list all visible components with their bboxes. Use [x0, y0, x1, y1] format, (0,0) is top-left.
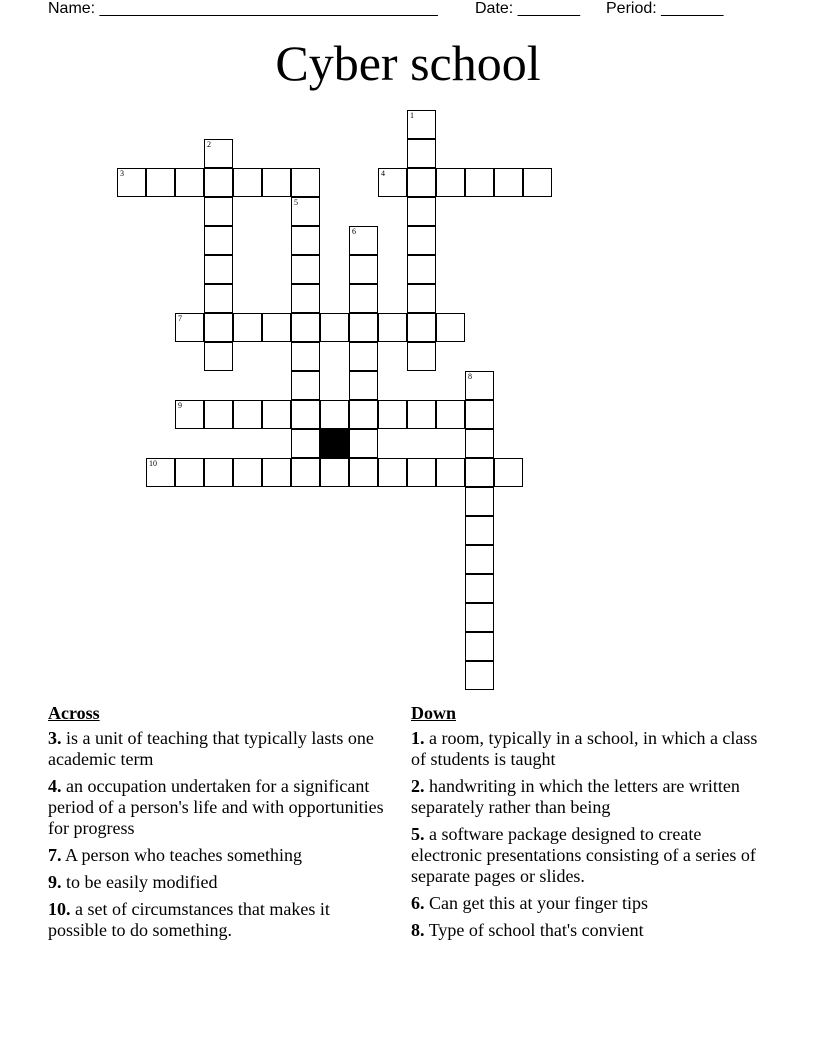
- crossword-cell[interactable]: [465, 516, 494, 545]
- crossword-cell[interactable]: [204, 400, 233, 429]
- crossword-cell[interactable]: [436, 400, 465, 429]
- down-clues: [411, 702, 771, 947]
- name-field[interactable]: Name: ______________________________________: [48, 0, 438, 17]
- cell-number: 10: [149, 459, 157, 468]
- clue-number: 3.: [48, 728, 62, 748]
- crossword-cell[interactable]: [204, 197, 233, 226]
- crossword-cell[interactable]: [291, 168, 320, 197]
- cell-number: 8: [468, 372, 472, 381]
- down-clue: [411, 920, 771, 941]
- crossword-cell[interactable]: [320, 400, 349, 429]
- crossword-cell[interactable]: [407, 342, 436, 371]
- crossword-cell[interactable]: [291, 255, 320, 284]
- crossword-cell[interactable]: [204, 313, 233, 342]
- crossword-cell[interactable]: [465, 400, 494, 429]
- across-clue: [48, 728, 393, 770]
- crossword-cell[interactable]: [407, 284, 436, 313]
- date-field[interactable]: Date: _______: [475, 0, 580, 17]
- crossword-cell[interactable]: [465, 371, 494, 400]
- clue-text: an occupation undertaken for a significant period of a person's life and with opportunities for progress: [48, 776, 384, 838]
- clue-text: Can get this at your finger tips: [429, 893, 648, 913]
- down-clue: [411, 824, 771, 887]
- crossword-cell[interactable]: [407, 458, 436, 487]
- cell-number: 3: [120, 169, 124, 178]
- cell-number: 4: [381, 169, 385, 178]
- crossword-cell[interactable]: [146, 458, 175, 487]
- crossword-cell[interactable]: [378, 400, 407, 429]
- clue-number: 1.: [411, 728, 425, 748]
- crossword-cell[interactable]: [291, 197, 320, 226]
- down-clue: [411, 776, 771, 818]
- crossword-cell[interactable]: [233, 313, 262, 342]
- crossword-cell[interactable]: [175, 168, 204, 197]
- crossword-cell[interactable]: [407, 168, 436, 197]
- across-clue: [48, 899, 393, 941]
- crossword-cell[interactable]: [407, 197, 436, 226]
- crossword-cell[interactable]: [407, 226, 436, 255]
- cell-number: 7: [178, 314, 182, 323]
- crossword-cell[interactable]: [465, 603, 494, 632]
- across-clues: [48, 702, 393, 947]
- down-clue: [411, 893, 771, 914]
- crossword-cell[interactable]: [291, 284, 320, 313]
- across-heading: Across: [48, 703, 100, 723]
- crossword-cell[interactable]: [465, 661, 494, 690]
- crossword-cell[interactable]: [436, 458, 465, 487]
- crossword-cell[interactable]: [494, 168, 523, 197]
- crossword-cell[interactable]: [233, 400, 262, 429]
- clue-number: 5.: [411, 824, 425, 844]
- crossword-cell[interactable]: [204, 255, 233, 284]
- clue-number: 10.: [48, 899, 71, 919]
- clue-number: 7.: [48, 845, 62, 865]
- clue-number: 9.: [48, 872, 62, 892]
- crossword-cell[interactable]: [349, 226, 378, 255]
- crossword-cell[interactable]: [175, 400, 204, 429]
- crossword-cell[interactable]: [436, 313, 465, 342]
- crossword-cell[interactable]: [204, 342, 233, 371]
- crossword-cell[interactable]: [407, 313, 436, 342]
- crossword-cell[interactable]: [204, 458, 233, 487]
- clue-text: handwriting in which the letters are written separately rather than being: [411, 776, 740, 817]
- crossword-cell[interactable]: [291, 458, 320, 487]
- crossword-cell[interactable]: [465, 545, 494, 574]
- cell-number: 6: [352, 227, 356, 236]
- crossword-cell[interactable]: [262, 458, 291, 487]
- crossword-cell[interactable]: [233, 168, 262, 197]
- crossword-cell[interactable]: [407, 110, 436, 139]
- clue-text: is a unit of teaching that typically lasts one academic term: [48, 728, 374, 769]
- crossword-cell[interactable]: [436, 168, 465, 197]
- crossword-cell[interactable]: [204, 168, 233, 197]
- clue-text: Type of school that's convient: [428, 920, 644, 940]
- crossword-cell[interactable]: [291, 226, 320, 255]
- crossword-cell[interactable]: [465, 458, 494, 487]
- header-row: [0, 0, 816, 20]
- clue-text: a software package designed to create electronic presentations consisting of a series of separate pages or slides.: [411, 824, 756, 886]
- crossword-cell[interactable]: [494, 458, 523, 487]
- crossword-cell[interactable]: [291, 371, 320, 400]
- crossword-cell[interactable]: [378, 313, 407, 342]
- crossword-cell[interactable]: [291, 429, 320, 458]
- crossword-cell[interactable]: [349, 313, 378, 342]
- clue-number: 6.: [411, 893, 425, 913]
- crossword-cell[interactable]: [262, 313, 291, 342]
- crossword-cell[interactable]: [378, 458, 407, 487]
- crossword-cell[interactable]: [291, 313, 320, 342]
- crossword-cell[interactable]: [349, 400, 378, 429]
- crossword-cell[interactable]: [146, 168, 175, 197]
- puzzle-title: Cyber school: [275, 35, 541, 91]
- crossword-cell[interactable]: [175, 313, 204, 342]
- crossword-cell[interactable]: [117, 168, 146, 197]
- crossword-cell[interactable]: [407, 139, 436, 168]
- crossword-cell[interactable]: [262, 168, 291, 197]
- crossword-cell[interactable]: [349, 429, 378, 458]
- crossword-cell[interactable]: [378, 168, 407, 197]
- crossword-cell[interactable]: [465, 168, 494, 197]
- crossword-cell[interactable]: [204, 139, 233, 168]
- across-clue: [48, 872, 393, 893]
- cell-number: 9: [178, 401, 182, 410]
- crossword-cell[interactable]: [349, 255, 378, 284]
- crossword-cell[interactable]: [233, 458, 262, 487]
- crossword-cell[interactable]: [407, 255, 436, 284]
- down-clue: [411, 728, 771, 770]
- down-heading: Down: [411, 703, 457, 723]
- clue-number: 4.: [48, 776, 62, 796]
- crossword-cell[interactable]: [465, 632, 494, 661]
- crossword-cell[interactable]: [291, 342, 320, 371]
- clue-text: a set of circumstances that makes it possible to do something.: [48, 899, 330, 940]
- crossword-cell[interactable]: [175, 458, 204, 487]
- crossword-cell[interactable]: [523, 168, 552, 197]
- crossword-cell[interactable]: [320, 458, 349, 487]
- crossword-block: [320, 429, 349, 458]
- crossword-cell[interactable]: [204, 226, 233, 255]
- cell-number: 2: [207, 140, 211, 149]
- clue-text: to be easily modified: [66, 872, 218, 892]
- clue-number: 8.: [411, 920, 425, 940]
- crossword-cell[interactable]: [465, 487, 494, 516]
- crossword-cell[interactable]: [349, 342, 378, 371]
- across-clue: [48, 845, 393, 866]
- across-clue: [48, 776, 393, 839]
- crossword-cell[interactable]: [320, 313, 349, 342]
- crossword-cell[interactable]: [407, 400, 436, 429]
- crossword-cell[interactable]: [204, 284, 233, 313]
- crossword-cell[interactable]: [349, 284, 378, 313]
- cell-number: 1: [410, 111, 414, 120]
- clue-text: a room, typically in a school, in which a class of students is taught: [411, 728, 758, 769]
- crossword-cell[interactable]: [349, 371, 378, 400]
- crossword-cell[interactable]: [465, 429, 494, 458]
- cell-number: 5: [294, 198, 298, 207]
- clue-text: A person who teaches something: [65, 845, 302, 865]
- crossword-cell[interactable]: [465, 574, 494, 603]
- crossword-cell[interactable]: [291, 400, 320, 429]
- clue-number: 2.: [411, 776, 425, 796]
- crossword-cell[interactable]: [262, 400, 291, 429]
- crossword-cell[interactable]: [349, 458, 378, 487]
- period-field[interactable]: Period: _______: [606, 0, 724, 17]
